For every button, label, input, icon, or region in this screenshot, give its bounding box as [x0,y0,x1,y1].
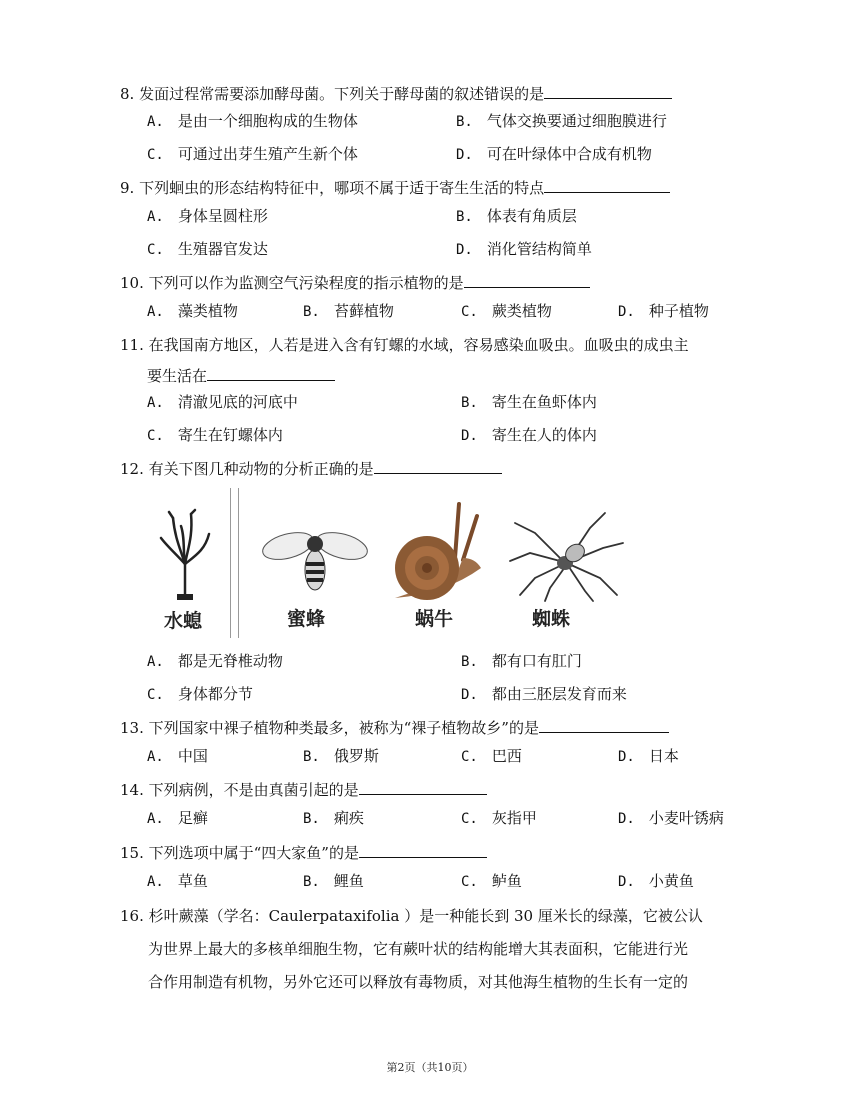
option-text: 种子植物 [648,302,709,320]
option-text: 灰指甲 [491,809,537,827]
option-b [461,651,582,672]
option-a [147,111,358,132]
question-14 [120,780,487,800]
option-letter: D. [618,874,635,890]
animal-label-snail: 蜗牛 [415,608,454,630]
option-b [303,871,364,892]
option-b [303,808,364,829]
option-text: 体表有角质层 [486,207,577,225]
divider-line [238,488,239,638]
option-text: 生殖器官发达 [177,240,268,258]
option-letter: C. [461,811,478,827]
option-text: 是由一个细胞构成的生物体 [177,112,358,130]
option-text: 都由三胚层发育而来 [491,685,627,703]
option-d [618,808,724,829]
option-letter: C. [147,428,164,444]
animal-label-spider: 蜘蛛 [532,608,571,630]
option-text: 巴西 [491,747,522,765]
question-11 [120,335,689,355]
option-a [147,301,238,322]
option-letter: B. [456,114,473,130]
option-letter: C. [147,147,164,163]
option-letter: A. [147,654,164,670]
question-stem: 14. 下列病例，不是由真菌引起的是 [120,781,359,799]
option-b [461,392,597,413]
option-letter: D. [618,749,635,765]
question-stem: 8. 发面过程常需要添加酵母菌。下列关于酵母菌的叙述错误的是 [120,85,545,103]
option-a [147,206,268,227]
option-letter: C. [461,874,478,890]
option-b [303,746,379,767]
option-a [147,871,208,892]
animal-label-hydra: 水螅 [164,610,203,632]
option-text: 气体交换要通过细胞膜进行 [486,112,667,130]
question-11-continued [147,366,335,386]
spider-image [505,503,625,603]
option-c [147,144,358,165]
question-stem: 12. 有关下图几种动物的分析正确的是 [120,460,374,478]
option-letter: D. [456,147,473,163]
option-c [461,301,552,322]
option-text: 蕨类植物 [491,302,552,320]
answer-blank [539,718,669,733]
option-letter: A. [147,874,164,890]
option-d [456,144,652,165]
option-letter: A. [147,395,164,411]
answer-blank [544,178,670,193]
paragraph-line: 为世界上最大的多核单细胞生物，它有蕨叶状的结构能增大其表面积，它能进行光 [148,940,689,958]
option-letter: B. [456,209,473,225]
option-a [147,746,208,767]
answer-blank [544,84,672,99]
animal-label-bee: 蜜蜂 [287,608,326,630]
option-letter: D. [618,304,635,320]
question-8 [120,84,672,104]
question-stem: 11. 在我国南方地区，人若是进入含有钉螺的水域，容易感染血吸虫。血吸虫的成虫主 [120,336,689,354]
option-letter: C. [147,687,164,703]
option-letter: A. [147,209,164,225]
option-b [456,206,577,227]
option-text: 可在叶绿体中合成有机物 [486,145,652,163]
option-c [147,239,268,260]
option-b [303,301,394,322]
divider-line [230,488,231,638]
option-d [461,425,597,446]
option-d [456,239,592,260]
option-letter: D. [461,428,478,444]
option-letter: C. [461,304,478,320]
snail-image [385,498,485,608]
answer-blank [207,366,335,381]
hydra-image [155,508,215,608]
page-footer: 第2页（共10页） [386,1061,474,1074]
option-text: 中国 [177,747,208,765]
question-stem: 9. 下列蛔虫的形态结构特征中，哪项不属于适于寄生生活的特点 [120,179,545,197]
question-13 [120,718,669,738]
option-c [461,808,537,829]
option-text: 鲈鱼 [491,872,522,890]
option-c [147,684,253,705]
option-text: 消化管结构简单 [486,240,592,258]
answer-blank [464,273,590,288]
option-text: 小麦叶锈病 [648,809,724,827]
question-stem: 10. 下列可以作为监测空气污染程度的指示植物的是 [120,274,464,292]
option-c [461,871,522,892]
option-letter: D. [461,687,478,703]
question-15 [120,843,487,863]
option-text: 草鱼 [177,872,208,890]
option-letter: B. [461,654,478,670]
option-d [618,746,679,767]
option-letter: C. [147,242,164,258]
option-text: 清澈见底的河底中 [177,393,298,411]
option-letter: A. [147,114,164,130]
option-letter: A. [147,811,164,827]
option-text: 日本 [648,747,679,765]
answer-blank [374,459,502,474]
question-9 [120,178,670,198]
option-text: 身体呈圆柱形 [177,207,268,225]
question-16 [120,900,760,999]
answer-blank [359,780,487,795]
option-text: 藻类植物 [177,302,238,320]
option-letter: B. [303,749,320,765]
option-text: 寄生在鱼虾体内 [491,393,597,411]
option-a [147,392,298,413]
animals-figure [150,488,670,638]
option-a [147,651,283,672]
option-text: 小黄鱼 [648,872,694,890]
question-12 [120,459,502,479]
paragraph-line: 合作用制造有机物，另外它还可以释放有毒物质，对其他海生植物的生长有一定的 [148,973,689,991]
option-text: 俄罗斯 [333,747,379,765]
option-a [147,808,208,829]
question-stem: 13. 下列国家中裸子植物种类最多，被称为“裸子植物故乡”的是 [120,719,539,737]
option-letter: B. [303,874,320,890]
option-letter: B. [303,811,320,827]
option-text: 足癣 [177,809,208,827]
option-c [147,425,283,446]
option-d [461,684,627,705]
option-letter: B. [303,304,320,320]
option-letter: D. [456,242,473,258]
option-text: 身体都分节 [177,685,253,703]
option-text: 苔藓植物 [333,302,394,320]
option-letter: B. [461,395,478,411]
option-d [618,871,694,892]
paragraph-line: 16. 杉叶蕨藻（学名：Caulerpataxifolia ）是一种能长到 30 厘米长的绿藻，它被公认 [120,907,703,925]
question-10 [120,273,590,293]
option-text: 鲤鱼 [333,872,364,890]
option-letter: A. [147,749,164,765]
option-text: 寄生在钉螺体内 [177,426,283,444]
option-text: 痢疾 [333,809,364,827]
option-d [618,301,709,322]
bee-image [260,518,370,598]
option-text: 都是无脊椎动物 [177,652,283,670]
question-stem: 15. 下列选项中属于“四大家鱼”的是 [120,844,359,862]
option-text: 寄生在人的体内 [491,426,597,444]
option-b [456,111,667,132]
option-c [461,746,522,767]
option-letter: C. [461,749,478,765]
question-stem: 要生活在 [147,367,208,385]
option-text: 都有口有肛门 [491,652,582,670]
option-letter: D. [618,811,635,827]
option-letter: A. [147,304,164,320]
option-text: 可通过出芽生殖产生新个体 [177,145,358,163]
answer-blank [359,843,487,858]
